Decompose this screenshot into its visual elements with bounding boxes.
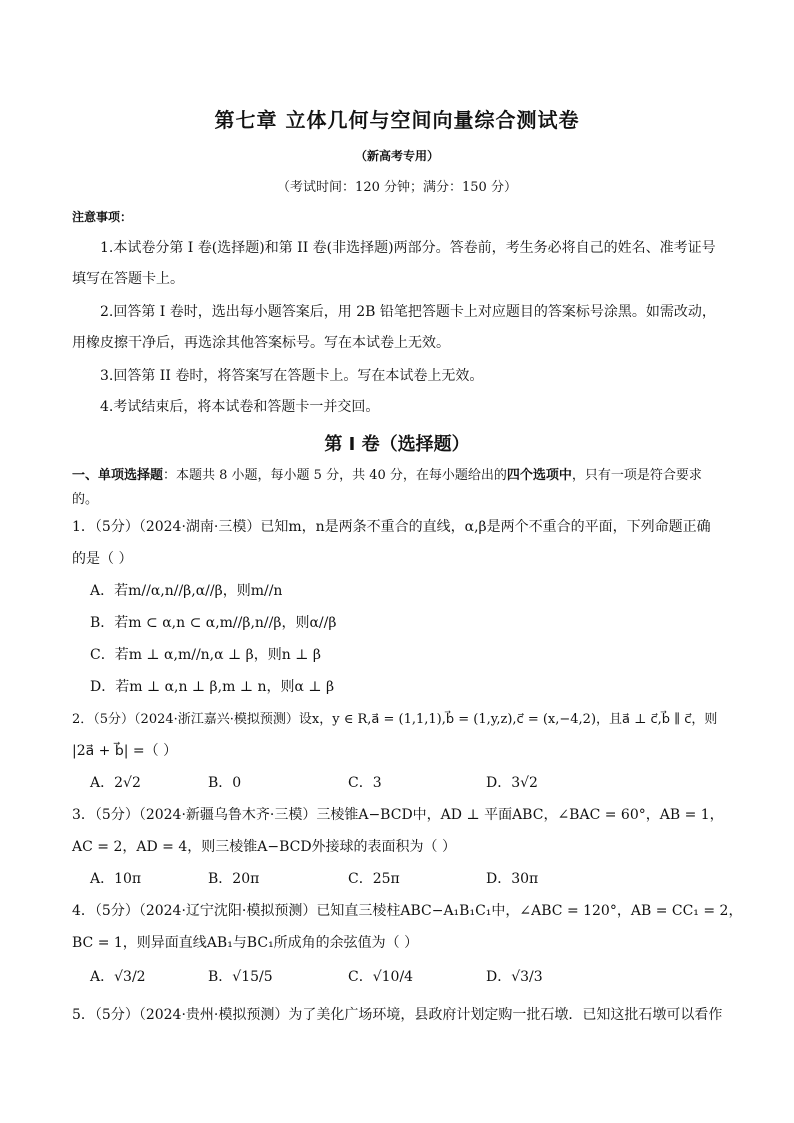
page-title: 第七章 立体几何与空间向量综合测试卷	[214, 108, 580, 132]
question-2-stem-line2: |2a⃗ + b⃗| =（ ）	[72, 743, 178, 759]
question-3-option-a: A．10π	[90, 871, 142, 887]
question-1-stem-line2: 的是（ ）	[72, 551, 133, 567]
question-4-option-b: B．√15/5	[208, 969, 273, 985]
question-4-option-d: D．√3/3	[486, 969, 543, 985]
question-2-option-c: C．3	[348, 775, 382, 791]
part-heading	[72, 464, 724, 512]
question-4-option-c: C．√10/4	[348, 969, 414, 985]
question-1-option-c: C．若m ⊥ α,m//n,α ⊥ β，则n ⊥ β	[90, 647, 321, 663]
question-5-stem-line1: 5．（5分）（2024·贵州·模拟预测）为了美化广场环境，县政府计划定购一批石墩．已知这批石墩可以看作	[72, 1007, 723, 1023]
question-2-option-a: A．2√2	[90, 775, 141, 791]
question-1-stem-line1: 1．（5分）（2024·湖南·三模）已知m，n是两条不重合的直线，α,β是两个不重合的平面，下列命题正确	[72, 519, 711, 535]
note-item-3: 3.回答第 II 卷时，将答案写在答题卡上。写在本试卷上无效。	[100, 368, 484, 384]
part-heading-bold-2: 四个选项中	[506, 468, 572, 483]
question-3-option-c: C．25π	[348, 871, 400, 887]
question-4-stem-line1: 4．（5分）（2024·辽宁沈阳·模拟预测）已知直三棱柱ABC−A₁B₁C₁中，∠ABC = 120°，AB = CC₁ = 2，	[72, 903, 743, 919]
question-4-stem-line2: BC = 1，则异面直线AB₁与BC₁所成角的余弦值为（ ）	[72, 935, 419, 951]
note-item-4: 4.考试结束后，将本试卷和答题卡一并交回。	[100, 399, 380, 415]
question-1-option-b: B．若m ⊂ α,n ⊂ α,m//β,n//β，则α//β	[90, 615, 337, 631]
note-item-2: 2.回答第 I 卷时，选出每小题答案后，用 2B 铅笔把答题卡上对应题目的答案标号涂黑。如需改动，用橡皮擦干净后，再选涂其他答案标号。写在本试卷上无效。	[72, 304, 716, 351]
question-3-stem-line1: 3．（5分）（2024·新疆乌鲁木齐·三模）三棱锥A−BCD中，AD ⊥ 平面ABC，∠BAC = 60°，AB = 1，	[72, 807, 724, 823]
question-2-option-d: D．3√2	[486, 775, 538, 791]
note-item-1: 1.本试卷分第 I 卷(选择题)和第 II 卷(非选择题)两部分。答卷前，考生务必将自己的姓名、准考证号填写在答题卡上。	[72, 240, 716, 287]
notes-heading: 注意事项：	[72, 210, 133, 224]
section-title: 第 I 卷（选择题）	[324, 434, 470, 455]
question-3-option-d: D．30π	[486, 871, 539, 887]
exam-time-info: （考试时间：120 分钟；满分：150 分）	[277, 180, 517, 195]
question-3-stem-line2: AC = 2，AD = 4，则三棱锥A−BCD外接球的表面积为（ ）	[72, 839, 457, 855]
part-heading-bold: 一、单项选择题	[72, 468, 164, 483]
question-2-option-b: B．0	[208, 775, 242, 791]
question-1-option-d: D．若m ⊥ α,n ⊥ β,m ⊥ n，则α ⊥ β	[90, 679, 335, 695]
part-heading-text: ：本题共 8 小题，每小题 5 分，共 40 分，在每小题给出的	[163, 468, 507, 483]
part-heading-text-2: ，只有一项是符合要求的。	[72, 468, 702, 507]
question-3-option-b: B．20π	[208, 871, 260, 887]
question-4-option-a: A．√3/2	[90, 969, 146, 985]
question-1-option-a: A．若m//α,n//β,α//β，则m//n	[90, 583, 283, 599]
page-subtitle: （新高考专用）	[354, 149, 439, 163]
question-2-stem-line1: 2．（5分）（2024·浙江嘉兴·模拟预测）设x，y ∈ R,a⃗ = (1,1,1),b⃗ = (1,y,z),c⃗ = (x,−4,2)，且a⃗ ⊥ c⃗,b⃗ ∥ c⃗，则	[72, 712, 718, 727]
